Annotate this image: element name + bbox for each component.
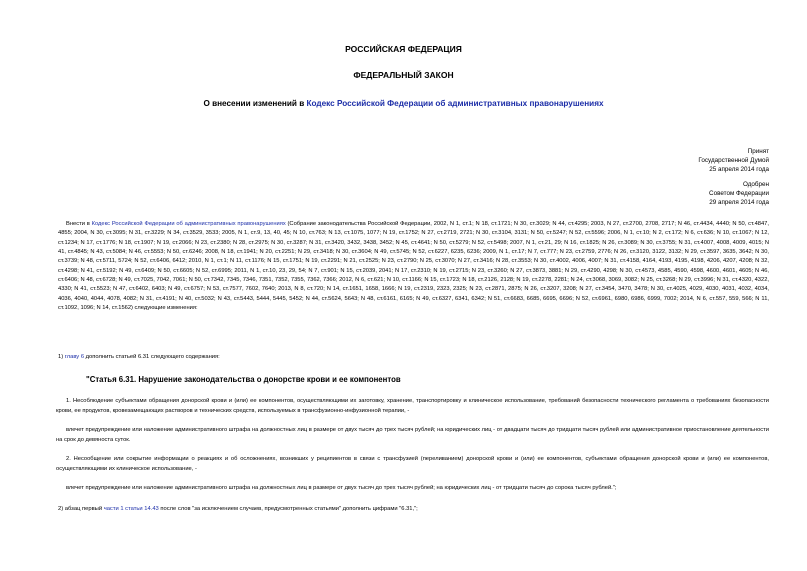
item-2-prefix: 2) абзац первый <box>58 506 104 512</box>
item-1-text: дополнить статьей 6.31 следующего содержания: <box>84 354 220 360</box>
article-penalty-2: влечет предупреждение или наложение административного штрафа на должностных лиц в размере от двух тысяч до трех тысяч рублей; на юридических лиц - от тридцати тысяч до сорока тысяч рублей."; <box>66 485 617 491</box>
article-title: "Статья 6.31. Нарушение законодательства о донорстве крови и ее компонентов <box>86 375 401 384</box>
chapter-6-link[interactable]: главу 6 <box>64 354 85 360</box>
council-date: 29 апреля 2014 года <box>709 198 769 206</box>
item-1 <box>58 354 220 360</box>
article-penalty-1: влечет предупреждение или наложение административного штрафа на должностных лиц в размере от двух тысяч до трех тысяч рублей; на юридических лиц - от двадцати тысяч до тридцати тысяч рублей или административное приостановление деятельности на срок до девяноста суток. <box>56 427 769 443</box>
law-title <box>0 99 807 108</box>
preamble-prefix: Внести в <box>66 221 92 227</box>
item-2-text: после слов "за исключением случаев, предусмотренных статьями" дополнить цифрами "6.31,"; <box>158 506 418 512</box>
item-1-number: 1) <box>58 354 65 360</box>
duma-label: Государственной Думой <box>698 156 769 164</box>
council-approval <box>549 181 769 208</box>
article-14-43-link[interactable]: части 1 статьи 14.43 <box>103 506 159 512</box>
duma-acceptance <box>549 148 769 175</box>
accepted-label: Принят <box>747 148 769 155</box>
article-part-1: 1. Несоблюдение субъектами обращения донорской крови и (или) ее компонентов, осуществляющими их заготовку, хранение, транспортировку и клиническое использование, требований безопасности технического регламента о требованиях безопасности крови, ее продуктов, кровезамещающих растворов и технических средств, используемых в трансфузионно-инфузионной терапии, - <box>56 398 769 414</box>
preamble-paragraph <box>58 220 769 313</box>
approved-label: Одобрен <box>742 181 769 188</box>
code-link[interactable]: Кодекс Российской Федерации об административных правонарушениях <box>306 99 604 108</box>
federation-heading: РОССИЙСКАЯ ФЕДЕРАЦИЯ <box>345 44 462 54</box>
preamble-code-link[interactable]: Кодекс Российской Федерации об административных правонарушениях <box>91 221 286 227</box>
law-type-heading: ФЕДЕРАЛЬНЫЙ ЗАКОН <box>353 70 454 80</box>
preamble-text: (Собрание законодательства Российской Федерации, 2002, N 1, ст.1; N 18, ст.1721; N 30, ст.3029; N 44, ст.4295; 2003, N 27, ст.2700, 2708, 2717; N 46, ст.4434, 4440; N 50, ст.4847, 4855; 2004, N 30, ст.3095; N 31, ст.3229; N 34, ст.3529, 3533; 2005, N 1, ст.9, 13, 40, 45; N 10, ст.763; N 13, ст.1075, 1077; N 19, ст.1752; N 27, ст.2719, 2721; N 30, ст.3104, 3131; N 50, ст.5247; N 52, ст.5596; 2006, N 1, ст.10; N 2, ст.172; N 6, ст.636; N 10, ст.1067; N 12, ст.1234; N 17, ст.1776; N 18, ст.1907; N 19, ст.2066; N 23, ст.2380; N 28, ст.2975; N 30, ст.3287; N 31, ст.3420, 3432, 3438, 3452; N 45, ст.4641; N 50, ст.5279; N 52, ст.5498; 2007, N 1, ст.21, 29; N 16, ст.1825; N 26, ст.3089; N 30, ст.3755; N 31, ст.4007, 4008, 4009, 4015; N 41, ст.4845; N 43, ст.5084; N 46, ст.5553; N 50, ст.6246; 2008, N 18, ст.1941; N 20, ст.2251; N 29, ст.3418; N 30, ст.3604; N 49, ст.5745; N 52, ст.6227, 6235, 6236; 2009, N 1, ст.17; N 7, ст.777; N 23, ст.2759, 2776; N 26, ст.3120, 3122, 3132; N 29, ст.3597, 3635, 3642; N 30, ст.3739; N 48, ст.5711, 5724; N 52, ст.6406, 6412; 2010, N 1, ст.1; N 11, ст.1176; N 15, ст.1751; N 19, ст.2291; N 21, ст.2525; N 23, ст.2790; N 25, ст.3070; N 27, ст.3416; N 28, ст.3553; N 30, ст.4002, 4006, 4007; N 31, ст.4158, 4164, 4193, 4195, 4198, 4206, 4207, 4208; N 32, ст.4298; N 41, ст.5192; N 49, ст.6409; N 50, ст.6605; N 52, ст.6995; 2011, N 1, ст.10, 23, 29, 54; N 7, ст.901; N 15, ст.2039, 2041; N 17, ст.2310; N 19, ст.2715; N 23, ст.3260; N 27, ст.3873, 3881; N 29, ст.4290, 4298; N 30, ст.4573, 4585, 4590, 4598, 4600, 4601, 4605; N 46, ст.6406; N 48, ст.6728; N 49, ст.7025, 7042, 7061; N 50, ст.7342, 7345, 7346, 7351, 7352, 7355, 7362, 7366; 2012, N 6, ст.621; N 10, ст.1166; N 15, ст.1723; N 18, ст.2126, 2128; N 19, ст.2278, 2281; N 24, ст.3068, 3069, 3082; N 25, ст.3268; N 29, ст.3996; N 31, ст.4320, 4322, 4330; N 41, ст.5523; N 47, ст.6402, 6403; N 49, ст.6757; N 53, ст.7577, 7602, 7640; 2013, N 8, ст.720; N 14, ст.1651, 1658, 1666; N 19, ст.2319, 2323, 2325; N 23, ст.2871, 2875; N 26, ст.3207, 3208; N 27, ст.3454, 3470, 3478; N 30, ст.4025, 4029, 4030, 4031, 4032, 4034, 4036, 4040, 4044, 4078, 4082; N 31, ст.4191; N 40, ст.5032; N 43, ст.5443, 5444, 5445, 5452; N 44, ст.5624, 5643; N 48, ст.6161, 6165; N 49, ст.6327, 6341, 6342; N 51, ст.6683, 6685, 6695, 6696; N 52, ст.6961, 6980, 6986, 6999, 7002; 2014, N 6, ст.557, 559, 566; N 11, ст.1092, 1096; N 14, ст.1562) следующие изменения: <box>58 221 769 312</box>
law-title-prefix: О внесении изменений в <box>203 99 307 108</box>
duma-date: 25 апреля 2014 года <box>709 165 769 173</box>
council-label: Советом Федерации <box>709 189 769 197</box>
article-part-2: 2. Несообщение или сокрытие информации о реакциях и об осложнениях, возникших у реципиентов в связи с трансфузией (переливанием) донорской крови и (или) ее компонентов, субъектами обращения донорской крови и (или) ее компонентов, осуществляющими их клиническое использование, - <box>56 456 769 472</box>
item-2 <box>58 506 418 512</box>
